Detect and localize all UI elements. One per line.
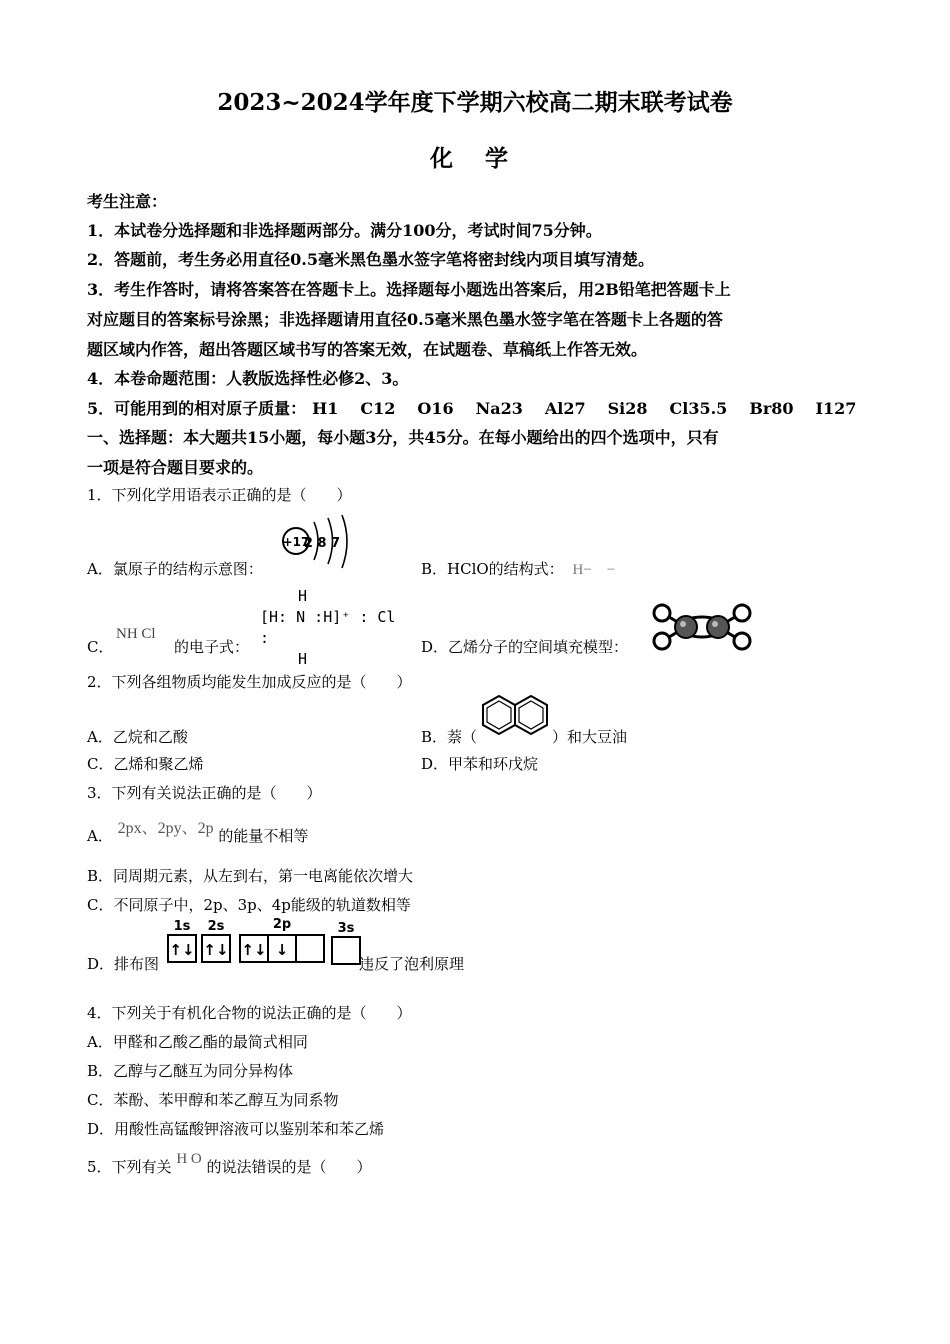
q1-option-d: D．乙烯分子的空间填充模型：	[421, 638, 629, 656]
q4-option-c: C．苯酚、苯甲醇和苯乙醇互为同系物	[87, 1091, 339, 1109]
notice-item: 对应题目的答案标号涂黑；非选择题请用直径0.5毫米黑色墨水签字笔在答题卡上各题的答	[87, 310, 723, 329]
notice-item: 2．答题前，考生务必用直径0.5毫米黑色墨水签字笔将密封线内项目填写清楚。	[87, 250, 654, 269]
atomic-mass: H1	[312, 399, 339, 418]
nh4cl-electron-formula: H [H: N :H]⁺ : Cl : H	[260, 587, 396, 668]
orbital-label-1s: 1s	[173, 919, 191, 934]
q3-option-a-letter: A．	[87, 827, 113, 845]
question-4-stem: 4．下列关于有机化合物的说法正确的是（ ）	[87, 1004, 412, 1022]
orbital-box-3s	[332, 937, 360, 964]
q2-option-b-pre: B．萘（	[421, 728, 478, 746]
svg-text:↑↓: ↑↓	[203, 941, 229, 959]
orbital-diagram	[164, 915, 364, 969]
svg-text:↓: ↓	[275, 941, 289, 959]
q3-option-d-post: 违反了泡利原理	[359, 955, 465, 973]
atomic-mass: I127	[815, 399, 857, 418]
naphthalene-structure	[480, 693, 552, 739]
q1-option-c-letter: C．	[87, 638, 114, 656]
svg-text:↑↓: ↑↓	[241, 941, 267, 959]
question-2-stem: 2．下列各组物质均能发生加成反应的是（ ）	[87, 673, 412, 691]
q2-option-c: C．乙烯和聚乙烯	[87, 755, 204, 773]
question-3-stem: 3．下列有关说法正确的是（ ）	[87, 784, 322, 802]
q2-option-d: D．甲苯和环戊烷	[421, 755, 539, 773]
exam-title: 2023~2024学年度下学期六校高二期末联考试卷	[217, 89, 733, 116]
svg-text:↑↓: ↑↓	[169, 941, 195, 959]
q5-stem-pre: 5．下列有关	[87, 1158, 172, 1176]
q3-option-a	[87, 820, 309, 846]
q3-option-c: C．不同原子中，2p、3p、4p能级的轨道数相等	[87, 896, 411, 914]
orbital-label-2p: 2p	[272, 917, 292, 932]
notice-heading: 考生注意：	[87, 192, 168, 211]
q1-option-c	[87, 636, 113, 657]
atomic-mass: Al27	[544, 399, 586, 418]
question-5-stem	[87, 1151, 372, 1177]
h2o-formula: H O	[176, 1151, 202, 1167]
subject-title: 化 学	[429, 145, 520, 172]
q4-option-b: B．乙醇与乙醚互为同分异构体	[87, 1062, 294, 1080]
atomic-mass-line	[87, 396, 878, 419]
hclo-formula: H− −	[572, 562, 616, 578]
q2-option-a: A．乙烷和乙酸	[87, 728, 188, 746]
atomic-mass: Si28	[607, 399, 648, 418]
notice-item: 3．考生作答时，请将答案答在答题卡上。选择题每小题选出答案后，用2B铅笔把答题卡上	[87, 280, 731, 299]
orbital-label-2s: 2s	[207, 919, 225, 934]
q4-option-a: A．甲醛和乙酸乙酯的最简式相同	[87, 1033, 308, 1051]
q3-option-d-pre: D．排布图	[87, 955, 160, 973]
atomic-mass: O16	[417, 399, 454, 418]
notice-item: 1．本试卷分选择题和非选择题两部分。满分100分，考试时间75分钟。	[87, 221, 602, 240]
orbital-label-3s: 3s	[337, 921, 355, 936]
q1-option-b	[421, 558, 615, 579]
q4-option-d: D．用酸性高锰酸钾溶液可以鉴别苯和苯乙烯	[87, 1120, 385, 1138]
section-heading-cont: 一项是符合题目要求的。	[87, 458, 264, 477]
chlorine-atom-diagram	[280, 514, 360, 570]
atomic-mass-label: 5．可能用到的相对原子质量：	[87, 399, 307, 418]
ethylene-space-filling-model	[650, 602, 754, 652]
q2-option-b-post: ）和大豆油	[552, 728, 628, 746]
shell-electrons: 2 8 7	[303, 536, 341, 551]
p-orbital-labels: 2px、2py、2p	[117, 820, 214, 837]
atomic-mass: Br80	[749, 399, 794, 418]
q1-option-c-tail: 的电子式：	[174, 638, 250, 656]
section-heading: 一、选择题：本大题共15小题，每小题3分，共45分。在每小题给出的四个选项中，只有	[87, 428, 719, 447]
atomic-mass: Cl35.5	[669, 399, 728, 418]
atomic-mass: Na23	[475, 399, 523, 418]
q5-stem-post: 的说法错误的是（ ）	[206, 1158, 372, 1176]
notice-item: 题区域内作答，超出答题区域书写的答案无效，在试题卷、草稿纸上作答无效。	[87, 340, 648, 359]
q1-option-b-label: B．HClO的结构式：	[421, 560, 564, 578]
q1-option-a: A．氯原子的结构示意图：	[87, 560, 263, 578]
atomic-mass: C12	[360, 399, 396, 418]
question-1-stem: 1．下列化学用语表示正确的是（ ）	[87, 486, 352, 504]
notice-item: 4．本卷命题范围：人教版选择性必修2、3。	[87, 369, 409, 388]
q3-option-a-tail: 的能量不相等	[218, 827, 309, 845]
nucleus-charge: +17	[282, 535, 310, 549]
nh4cl-formula: NH Cl	[116, 626, 156, 642]
q3-option-b: B．同周期元素，从左到右，第一电离能依次增大	[87, 867, 414, 885]
